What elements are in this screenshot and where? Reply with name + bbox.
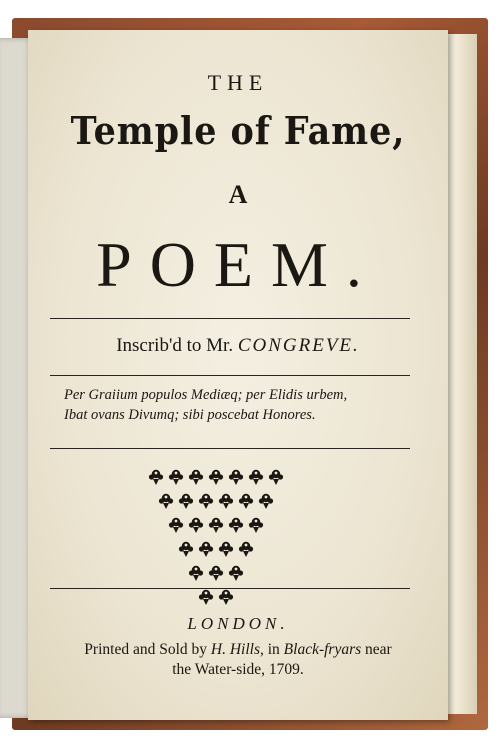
imprint-text: in	[267, 641, 280, 658]
inscription	[28, 335, 448, 357]
divider-rule	[50, 375, 410, 376]
epigraph	[64, 385, 424, 425]
imprint	[28, 640, 448, 680]
imprint-text: Printed and Sold by	[84, 641, 208, 658]
imprint-text: the Water-side,	[172, 661, 266, 678]
epigraph-line: Per Graiium populos Mediæq; per Elidis urbem,	[64, 387, 348, 403]
imprint-line	[28, 660, 448, 680]
title-main: Temple of Fame,	[70, 108, 406, 153]
divider-rule	[50, 318, 410, 319]
divider-rule	[50, 588, 410, 589]
imprint-printer: H. Hills,	[210, 641, 264, 658]
imprint-text: near	[365, 641, 392, 658]
inscription-prefix: Inscrib'd to Mr.	[116, 335, 234, 356]
epigraph-line: Ibat ovans Divumq; sibi poscebat Honores.	[64, 407, 316, 423]
title-poem: POEM.	[96, 229, 380, 300]
title-the: THE	[207, 70, 269, 95]
inscription-name: CONGREVE.	[237, 335, 360, 356]
imprint-year: 1709.	[268, 661, 304, 678]
title-a: A	[228, 180, 248, 209]
title-page	[28, 30, 448, 720]
imprint-line	[28, 640, 448, 660]
imprint-location: Black-fryars	[283, 641, 362, 658]
place-of-publication: LONDON.	[187, 614, 289, 633]
divider-rule	[50, 448, 410, 449]
